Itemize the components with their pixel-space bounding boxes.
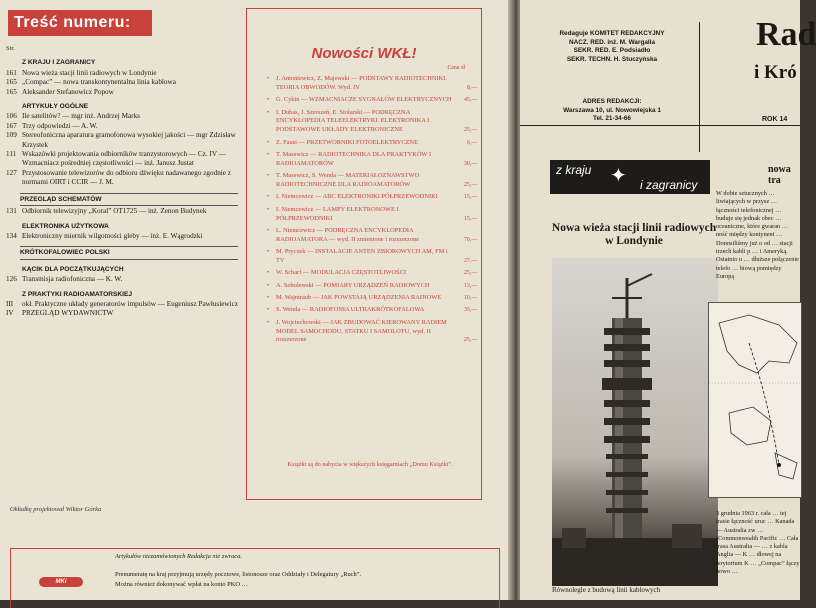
book-title: S. Wenda — RADIOFONIA ULTRAKRÓTKOFALOWA: [276, 306, 425, 314]
toc-page-number: 111: [6, 150, 17, 159]
book-title: Z. Fausi — PRZETWORNIKI FOTOELEKTRYCZNE: [276, 138, 419, 146]
toc-entry-title: Przystosowanie telewizorów do odbioru dźwięku nadawanego zgodnie z normami OIRT i CCIR — J. M.: [22, 168, 231, 187]
book-entry: [267, 172, 477, 190]
toc-entry-title: Aleksander Stefanowicz Popow: [22, 87, 114, 96]
wke-list: [267, 75, 477, 349]
book-price: 25,—: [463, 337, 477, 344]
toc-section-heading: PRZEGLĄD SCHEMATÓW: [20, 193, 238, 206]
toc-entry-title: Elektroniczny miernik wilgotności gleby — inż. E. Wągrodzki: [22, 231, 203, 240]
right-page: [520, 0, 816, 600]
toc-entry: [6, 309, 238, 318]
book-entry: [267, 151, 477, 169]
toc-entry: [6, 207, 238, 216]
book-title: J. Antoniewicz, Z. Majewski — PODSTAWY RADIOTECHNIKI. TEORIA OBWODÓW. Wyd. IV: [276, 75, 447, 91]
bullet-icon: •: [267, 318, 270, 326]
wke-box: [246, 8, 482, 500]
book-entry: [267, 306, 477, 315]
book-title: G. Cykin — WZMACNIACZE SYGNAŁÓW ELEKTRYCZNYCH: [276, 96, 452, 104]
toc-entry: [6, 112, 238, 121]
book-entry: [267, 319, 477, 345]
banner-text: i zagranicy: [640, 178, 698, 192]
book-price: 30,—: [463, 160, 477, 167]
toc-entry: [6, 69, 238, 78]
toc-entry: [6, 169, 238, 188]
editorial-board: [534, 30, 690, 64]
book-entry: [267, 294, 477, 303]
book-title: I. Niemcewicz — LAMPY ELEKTRONOWE I PÓŁPRZEWODNIKI: [276, 205, 399, 222]
book-entry: [267, 193, 477, 202]
toc-page-number: 165: [6, 78, 17, 87]
toc-page-number: 134: [6, 231, 17, 240]
bottom-subscription: Prenumeratę na kraj przyjmują urzędy pocztowe, listonosze oraz Oddziały i Delegatury „Ruch”.: [115, 571, 362, 578]
toc-section-heading: KRÓTKOFALOWIEC POLSKI: [20, 246, 238, 259]
book-title: I. Niemcewicz — ABC ELEKTRONIKI PÓŁPRZEWODNIKI: [276, 193, 438, 201]
book-price: 13,—: [463, 282, 477, 289]
toc-entry-title: okł. Praktyczne układy generatorów impulsów — Eugeniusz Pawłusiewicz: [22, 299, 238, 308]
toc-items: [6, 58, 238, 318]
book-title: M. Pryczek — INSTALACJE ANTEN ZBIOROWYCH AM, FM i TV: [276, 248, 448, 264]
editorial-line: SEKR. RED. E. Podsiadło: [573, 47, 651, 55]
editorial-address: [534, 98, 690, 124]
cable-route-map: [708, 302, 802, 498]
toc-section-heading: Z KRAJU I ZAGRANICY: [22, 59, 96, 67]
article-body-continued: 3 grudnia 1963 r. cała … tej trasie łączność uruc … Kanada — Australia zw … (Commonwealth Pacific … Cała trasa Australia — … z kabla Anglia — K … dłowej na terytorium K … „Compac” łączy nowo …: [716, 510, 800, 576]
book-entry: [267, 269, 477, 278]
toc-entry: [6, 300, 238, 309]
book-entry: [267, 282, 477, 291]
book-price: 27,—: [463, 257, 477, 264]
wke-note: Książki są do nabycia w większych księgarniach „Domu Książki”.: [287, 461, 453, 468]
toc-page-number: IV: [6, 309, 14, 318]
bullet-icon: •: [267, 108, 270, 116]
bottom-panel: [10, 548, 500, 608]
bullet-icon: •: [267, 96, 270, 104]
book-price: 70,—: [463, 236, 477, 243]
table-of-contents: [6, 44, 238, 319]
banner-text: z kraju: [556, 163, 592, 177]
bullet-icon: •: [267, 205, 270, 213]
toc-page-number: 167: [6, 121, 17, 130]
book-price: 10,—: [463, 295, 477, 302]
toc-entry-title: Wskazówki projektowania odbiorników tranzystorowych — Cz. IV — Wzmacniacz pośredniej częstotliwości — inż. Janusz Justat: [22, 150, 226, 168]
book-title: A. Sobolewski — POMIARY URZĄDZEŃ RADIOWYCH: [276, 281, 430, 289]
toc-page-number: III: [6, 299, 14, 308]
wke-title: Nowości WKŁ!: [311, 45, 417, 62]
bullet-icon: •: [267, 138, 270, 146]
bullet-icon: •: [267, 306, 270, 314]
bottom-subscription-cont: Można również dokonywać wpłat na konto PKO …: [115, 581, 248, 588]
address-line: Warszawa 10, ul. Nowowiejska 1: [563, 106, 661, 114]
book-title: J. Wojciechowski — JAK ZBUDOWAĆ KIEROWANY RADIEM MODEL SAMOCHODU, STATKU I SAMOLOTU, wyd. II rozszerzone: [276, 318, 447, 344]
mki-logo: MKi: [39, 577, 83, 587]
bullet-icon: •: [267, 294, 270, 302]
book-entry: [267, 139, 477, 148]
toc-entry-title: Odbiornik telewizyjny „Koral” OT1725 — inż. Zenon Budynek: [22, 207, 207, 216]
book-price: 35,—: [463, 307, 477, 314]
toc-section-heading: Z PRAKTYKI RADIOAMATORSKIEJ: [22, 290, 133, 298]
editorial-line: SEKR. TECHN. H. Stuczyńska: [566, 55, 658, 63]
toc-entry: [6, 275, 238, 284]
toc-page-number: 165: [6, 87, 17, 96]
toc-entry: [6, 131, 238, 150]
toc-page-number: 127: [6, 168, 17, 177]
toc-page-number: 161: [6, 68, 17, 77]
tower-photo: [552, 258, 718, 586]
book-price: 15,—: [463, 215, 477, 222]
toc-page-number: 126: [6, 275, 17, 284]
address-line: Tel. 21-34-66: [593, 115, 631, 123]
toc-entry: [6, 150, 238, 169]
editorial-line: Redaguje KOMITET REDAKCYJNY: [559, 30, 665, 37]
book-title: M. Wajntraub — JAK POWSTAJĄ URZĄDZENIA RADIOWE: [276, 294, 442, 302]
map-illustration: [709, 303, 801, 497]
magazine-title: Rad: [756, 16, 816, 53]
bullet-icon: •: [267, 172, 270, 180]
book-title: I. Dubas, J. Szerszeń, E. Stolarski — PODRĘCZNA ENCYKLOPEDIA TELEELEKTRYKI. ELEKTRONIKA I PODSTAWOWE UKŁADY ELEKTRONICZNE: [276, 108, 430, 134]
photo-caption: Równolegle z budową linii kablowych: [552, 586, 661, 594]
toc-entry-title: Transmisja radiofoniczna — K. W.: [22, 275, 123, 284]
cover-credit: Okładkę projektował Wiktor Górka: [10, 506, 102, 513]
book-entry: [267, 96, 477, 105]
toc-section-heading: ELEKTRONIKA UŻYTKOWA: [22, 222, 109, 230]
section-banner: [550, 160, 710, 194]
bullet-icon: •: [267, 248, 270, 256]
toc-page-number: 106: [6, 112, 17, 121]
book-title: W. Scharf — MODULACJA CZĘSTOTLIWOŚCI: [276, 269, 407, 277]
toc-entry-title: PRZEGLĄD WYDAWNICTW: [22, 309, 114, 318]
bullet-icon: •: [267, 150, 270, 158]
book-entry: [267, 75, 477, 93]
book-title: T. Masewicz, S. Wenda — MATERIAŁOZNAWSTWO RADIOTECHNICZNE DLA RADIOAMATORÓW: [276, 172, 420, 188]
magazine-title-line2: i Kró: [754, 62, 797, 83]
toc-entry: [6, 88, 238, 97]
toc-section-heading: ARTYKUŁY OGÓLNE: [22, 103, 89, 111]
book-entry: [267, 109, 477, 135]
book-price: 45,—: [463, 97, 477, 104]
editorial-line: NACZ. RED. inż. M. Wargalla: [568, 38, 656, 46]
toc-entry-title: Nowa wieża stacji linii radiowych w Londynie: [22, 68, 157, 77]
toc-entry-title: Stereofoniczna aparatura gramofonowa wysokiej jakości — mgr Zdzisław Krzystek: [22, 131, 236, 149]
book-entry: [267, 206, 477, 224]
wke-cena-label: Cena zł: [447, 65, 465, 71]
star-icon: ✦: [610, 165, 627, 187]
toc-entry: [6, 232, 238, 241]
bullet-icon: •: [267, 75, 270, 82]
toc-entry-title: „Compac” — nowa transkontynentalna linia kablowa: [22, 78, 176, 87]
book-price: 25,—: [463, 270, 477, 277]
divider: [699, 22, 700, 152]
book-price: 6,—: [466, 139, 477, 146]
toc-section-heading: KĄCIK DLA POCZĄTKUJĄCYCH: [22, 265, 124, 273]
toc-header: Treść numeru:: [8, 10, 152, 36]
issue-year: ROK 14: [762, 116, 788, 123]
book-entry: [267, 227, 477, 245]
address-line: ADRES REDAKCJI:: [582, 98, 642, 105]
bullet-icon: •: [267, 193, 270, 201]
book-price: 8,—: [466, 84, 477, 91]
bullet-icon: •: [267, 226, 270, 234]
article-headline: Nowa wieża stacji linii radiowych w Londynie: [551, 222, 717, 247]
toc-str-label: Str.: [6, 45, 15, 52]
toc-entry-title: Trzy odpowiedzi — A. W.: [22, 121, 98, 130]
toc-page-number: 131: [6, 207, 17, 216]
book-title: T. Masewicz — RADIOTECHNIKA DLA PRAKTYKÓW I RADIOAMATORÓW: [276, 150, 432, 167]
book-entry: [267, 248, 477, 266]
article-body: W dobie sztucznych … liwiających w przysz … łączności telefonicznej … buduje się jednak obec … oceaniczne, które gwaran … ność między kontynent … Donosiliśmy już o od … stacji trzech kabli p … i Ameryką. Ostatnio u … dłuższe połączenie telefo … biową pomiędzy Europą: [716, 190, 799, 280]
divider: [520, 125, 800, 126]
toc-page-number: 109: [6, 131, 17, 140]
tower-illustration: [552, 258, 718, 586]
toc-entry: [6, 78, 238, 87]
bottom-note: Artykułów niezamówionych Redakcja nie zwraca.: [115, 553, 242, 560]
book-price: 25,—: [463, 181, 477, 188]
toc-entry: [6, 122, 238, 131]
article-headline-fragment: nowa tra: [768, 164, 791, 186]
book-price: 15,—: [463, 194, 477, 201]
bullet-icon: •: [267, 281, 270, 289]
book-title: L. Niemcewicz — PODRĘCZNA ENCYKLOPEDIA RADIOAMATORA — wyd. II zmienione i rozszerzone: [276, 226, 420, 243]
bullet-icon: •: [267, 269, 270, 277]
toc-entry-title: Ile satelitów? — mgr inż. Andrzej Marks: [22, 112, 140, 121]
book-price: 25,—: [463, 127, 477, 134]
